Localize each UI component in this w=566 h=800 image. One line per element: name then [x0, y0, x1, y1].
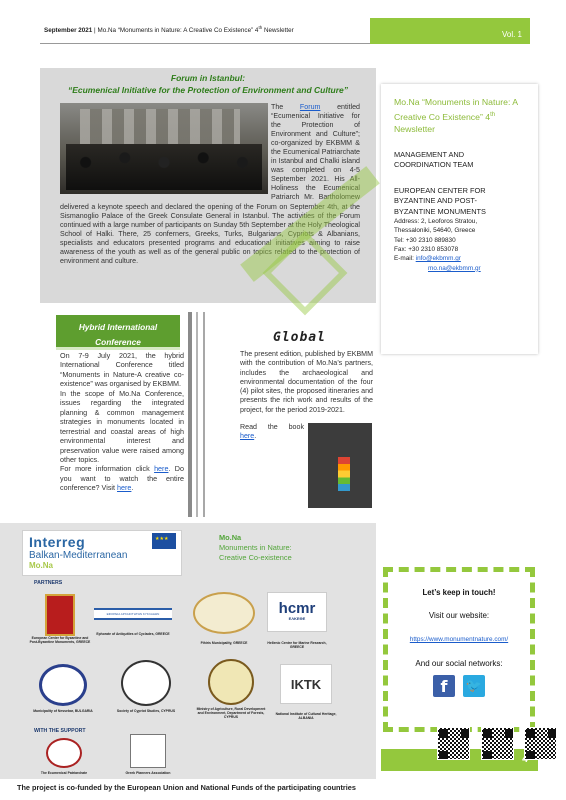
- column-divider: [203, 312, 205, 517]
- hybrid-title-box: [56, 315, 180, 350]
- hcmr-logo-sub: ΕΛΚΕΘΕ: [288, 616, 306, 621]
- forum-text: entitled “Ecumenical Initiative for the Protection of Environment and Culture”; co-organized by EKBMM & the Ecumenical Patriarchate in Istanbul and Chalki island was completed on 4-5 September 2021. His All-Holiness the Ecumenical Patriarch Mr. Bartholomew delivered a keynote speech and declared the opening of the Forum on September 4th, at the Sismanoglio Palace of the Greek Consulate General in Istanbul. The activities of the Forum continued with a large number of participants on Sunday 5th September at the Holy Theological School of Halki. There, 25 conferners, Greeks, Turks, Bulgarians, Cypriots & Albanians, specialists and educators presented programs and educational initiatives aiming to raise awareness of the youth as well as of the general public on topics related to the protection of environment and culture.: [60, 103, 360, 265]
- sidebar-team: [394, 150, 528, 171]
- book-cover-image[interactable]: [308, 423, 372, 508]
- supporter-caption: Greek Planners Association: [125, 771, 171, 775]
- mona-logo-name: Mo.Na: [219, 533, 242, 542]
- sidebar-contact-card: [381, 84, 538, 354]
- contact-visit-label: Visit our website:: [428, 611, 490, 620]
- book-cover-graphic: [338, 457, 350, 491]
- partner-caption: National Institute of Cultural Heritage, ALBANIA: [275, 712, 337, 721]
- hybrid-text-3b: . Do you want to watch the entire conference? Visit: [60, 464, 184, 493]
- partner-caption: Society of Cypriot Studies, CYPRUS: [116, 709, 176, 713]
- hcmr-logo-text: [267, 592, 327, 632]
- column-divider: [196, 312, 198, 517]
- social-icons: [388, 675, 530, 697]
- partner-logo-iktk: [270, 664, 342, 720]
- global-title: Global: [273, 330, 326, 345]
- forum-text-start: The: [271, 103, 300, 111]
- partner-logo-forests-cyprus: [196, 659, 266, 720]
- iktk-logo-text: IKTK: [280, 664, 332, 704]
- org-line-1: EUROPEAN CENTER FOR: [394, 185, 486, 195]
- partner-logo-cypriot-studies: [114, 660, 178, 713]
- hybrid-text-3: For more information click: [60, 464, 155, 474]
- hybrid-text-2: In the scope of Mo.Na Conference, issues regarding the integrated planning & common management strategies in monuments located in terrestrial and coastal areas of high environmental interest and preservation value were raised among other topics.: [60, 388, 184, 464]
- ephorate-banner: ΕΦΟΡΕΙΑ ΑΡΧΑΙΟΤΗΤΩΝ ΚΥΚΛΑΔΩΝ: [94, 608, 172, 620]
- header-date: September 2021: [44, 27, 93, 35]
- hybrid-title-line1: Hybrid International: [78, 322, 158, 332]
- partner-caption: Municipality of Nessebar, BULGARIA: [33, 709, 93, 713]
- website-link[interactable]: https://www.monumentnature.com/: [409, 636, 509, 643]
- supporter-caption: The Ecumenical Patriarchate: [40, 771, 88, 775]
- hybrid-title-line2: Conference: [95, 337, 141, 347]
- ekbmm-emblem-icon: [45, 594, 75, 636]
- partner-caption: European Center for Byzantine and Post-Byzantine Monuments, GREECE: [29, 636, 91, 645]
- partner-logo-nessebar: [32, 664, 94, 713]
- planners-emblem-icon: [130, 734, 166, 768]
- partner-caption: Ministry of Agriculture, Rural Development and Environment, Department of Forests, CYPRUS: [196, 707, 266, 720]
- qr-code-icon[interactable]: [481, 727, 514, 760]
- patriarchate-emblem-icon: [46, 738, 82, 768]
- header-title: | Mo.Na “Monuments in Nature: A Creative Co Existence” 4: [92, 27, 259, 35]
- team-line-1: MANAGEMENT AND: [394, 149, 465, 159]
- interreg-programme: Balkan-Mediterranean: [29, 550, 128, 561]
- fthiris-emblem-icon: [193, 592, 255, 634]
- interreg-title: Interreg: [29, 534, 86, 550]
- forum-title: [40, 68, 376, 96]
- hybrid-link-watch[interactable]: here: [117, 483, 132, 493]
- column-divider: [188, 312, 192, 517]
- hybrid-link-info[interactable]: here: [154, 464, 169, 474]
- forum-title-line2: “Ecumenical Initiative for the Protection of Environment and Culture”: [67, 85, 349, 95]
- eu-flag-icon: [152, 533, 176, 549]
- supporter-logo-planners: [120, 734, 176, 775]
- sidebar-title-sup: th: [490, 111, 496, 118]
- email-link-info[interactable]: info@ekbmm.gr: [415, 255, 461, 263]
- qr-code-icon[interactable]: [524, 727, 557, 760]
- org-line-2: BYZANTINE AND POST-: [394, 196, 477, 206]
- mona-logo-text: [219, 533, 292, 563]
- hybrid-body: [60, 351, 184, 493]
- address-line-1: Address: 2, Leoforos Stratou,: [394, 218, 478, 226]
- email-link-mona[interactable]: mo.na@ekbmm.gr: [428, 264, 481, 272]
- email-label: E-mail:: [394, 255, 416, 263]
- sidebar-org: [394, 186, 528, 218]
- supporter-logo-patriarchate: [34, 738, 94, 775]
- mona-logo-line3: Creative Co-existence: [219, 553, 292, 562]
- sidebar-title-end: Newsletter: [394, 124, 436, 135]
- header-title-end: Newsletter: [262, 27, 294, 35]
- global-text: The present edition, published by EKBMM with the contribution of Mo.Na’s partners, includes the archaeological and environmental documentation of the four (4) pilot sites, the proposed itineraries and presents the rich work and results of the project, for the period 2019-2021.: [240, 350, 373, 414]
- team-line-2: COORDINATION TEAM: [394, 160, 474, 170]
- hcmr-logo-wordmark: hcmr: [278, 600, 316, 617]
- partner-logo-ekbmm: [28, 594, 92, 644]
- partner-caption: Hellenic Centre for Marine Research, GREECE: [267, 641, 327, 650]
- forum-section: [40, 68, 376, 303]
- partner-logo-hcmr: [262, 592, 332, 649]
- hybrid-text-3c: .: [131, 483, 134, 493]
- cypriot-studies-emblem-icon: [121, 660, 171, 706]
- forum-title-line1: Forum in Istanbul:: [170, 73, 246, 83]
- contact-box: [383, 567, 535, 732]
- partner-logo-fthiris: [188, 592, 260, 645]
- sidebar-address: [394, 217, 528, 273]
- forests-emblem-icon: [208, 659, 254, 705]
- global-read-text: Read the book: [240, 423, 304, 432]
- org-line-3: BYZANTINE MONUMENTS: [394, 206, 486, 216]
- nessebar-emblem-icon: [39, 664, 87, 706]
- partners-label: PARTNERS: [34, 580, 63, 586]
- fax: Fax: +30 2310 853078: [394, 246, 459, 254]
- header-title-sup: th: [258, 25, 263, 30]
- twitter-icon[interactable]: 🐦: [463, 675, 485, 697]
- funding-note: The project is co-funded by the European Union and National Funds of the participating countries: [17, 783, 356, 792]
- sidebar-newsletter-title: [394, 96, 528, 136]
- support-label: WITH THE SUPPORT: [34, 728, 86, 734]
- hybrid-text-1: On 7-9 July 2021, the hybrid International Conference titled “Monuments in Nature-A creative co-existence” was organised by EKBMM.: [60, 351, 184, 389]
- partner-caption: Ephorate of Antiquities of Cyclades, GREECE: [96, 632, 170, 636]
- facebook-icon[interactable]: f: [433, 675, 455, 697]
- forum-link[interactable]: Forum: [299, 103, 321, 111]
- global-read-end: .: [254, 432, 257, 441]
- global-book-link[interactable]: here: [240, 432, 255, 441]
- header-volume: Vol. 1: [370, 18, 530, 44]
- sidebar-title-text: Mo.Na “Monuments in Nature: A Creative Co Existence” 4: [394, 97, 518, 122]
- contact-social-label: And our social networks:: [415, 659, 503, 668]
- contact-title: Let’s keep in touch!: [422, 588, 496, 597]
- address-line-2: Thessaloniki, 54640, Greece: [394, 227, 476, 235]
- mona-logo-line2: Monuments in Nature:: [219, 543, 292, 552]
- tel: Tel: +30 2310 889830: [394, 236, 456, 244]
- partner-logo-ephorate: [94, 608, 172, 636]
- header-bar: [40, 18, 370, 44]
- qr-code-icon[interactable]: [437, 727, 470, 760]
- interreg-project: Mo.Na: [29, 561, 53, 570]
- partner-caption: Fthiris Municipality, GREECE: [200, 641, 248, 645]
